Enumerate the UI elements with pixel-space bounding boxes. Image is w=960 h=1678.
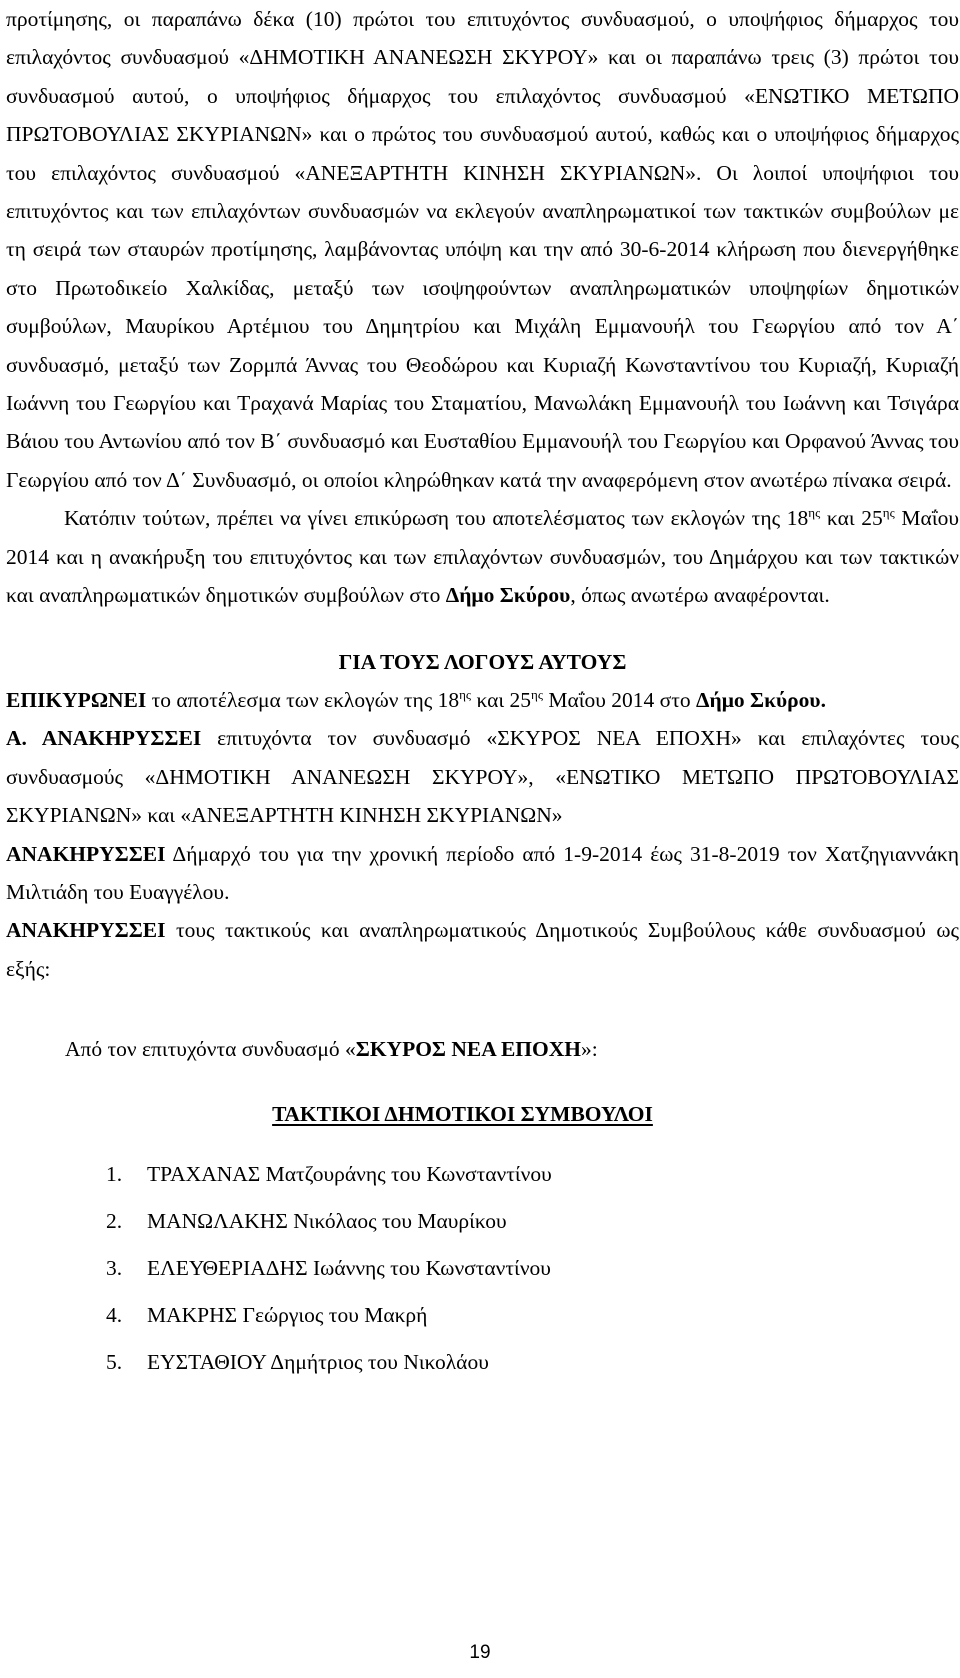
declare-mayor-statement: [6, 835, 959, 912]
list-item-name: ΕΛΕΥΘΕΡΙΑΔΗΣ Ιωάννης του Κωνσταντίνου: [147, 1255, 551, 1280]
list-item-number: 2.: [106, 1208, 123, 1233]
declare-combinations-statement: [6, 719, 959, 834]
combination-name: ΣΚΥΡΟΣ ΝΕΑ ΕΠΟΧΗ: [355, 1037, 581, 1062]
list-item-name: ΕΥΣΤΑΘΙΟΥ Δημήτριος του Νικολάου: [147, 1349, 489, 1374]
municipality-name: Δήμο Σκύρου.: [696, 687, 826, 712]
paragraph-text-segment: και 25: [820, 506, 883, 531]
paragraph-election-results: [6, 0, 959, 499]
list-item: [6, 1292, 959, 1339]
list-item: [6, 1339, 959, 1386]
list-item-name: ΤΡΑΧΑΝΑΣ Ματζουράνης του Κωνσταντίνου: [147, 1161, 552, 1186]
declare-keyword: ΑΝΑΚΗΡΥΣΣΕΙ: [6, 918, 166, 943]
ordinal-superscript: ης: [882, 505, 895, 521]
list-item-name: ΜΑΚΡΗΣ Γεώργιος του Μακρή: [147, 1302, 428, 1327]
ordinal-superscript: ης: [531, 686, 543, 702]
municipality-name: Δήμο Σκύρου: [445, 583, 571, 608]
paragraph-election-results-text: προτίμησης, οι παραπάνω δέκα (10) πρώτοι του επιτυχόντος συνδυασμού, ο υποψήφιος δήμαρχος του επιλαχόντος συνδυασμού «ΔΗΜΟΤΙΚΗ ΑΝΑΝΕΩΣΗ ΣΚΥΡΟΥ» και οι παραπάνω τρεις (3) πρώτοι του συνδυασμού αυτού, ο υποψήφιος δήμαρχος του επιλαχόντος συνδυασμού «ΕΝΩΤΙΚΟ ΜΕΤΩΠΟ ΠΡΩΤΟΒΟΥΛΙΑΣ ΣΚΥΡΙΑΝΩΝ» και ο πρώτος του συνδυασμού αυτού, καθώς και ο υποψήφιος δήμαρχος του επιλαχόντος συνδυασμού «ΑΝΕΞΑΡΤΗΤΗ ΚΙΝΗΣΗ ΣΚΥΡΙΑΝΩΝ». Οι λοιποί υποψήφιοι του επιτυχόντος και των επιλαχόντων συνδυασμών να εκλεγούν αναπληρωματικοί των τακτικών συμβούλων με τη σειρά των σταυρών προτίμησης, λαμβάνοντας υπόψη και την από 30-6-2014 κλήρωση που διενεργήθηκε στο Πρωτοδικείο Χαλκίδας, μεταξύ των ισοψηφούντων αναπληρωματικών υποψηφίων δημοτικών συμβούλων, Μαυρίκου Αρτέμιου του Δημητρίου και Μιχάλη Εμμανουήλ του Γεωργίου από τον Α΄ συνδυασμό, μεταξύ των Ζορμπά Άννας του Θεοδώρου και Κυριαζή Κωνσταντίνου του Κυριαζή, Κυριαζή Ιωάννη του Γεωργίου και Τραχανά Μαρίας του Σταματίου, Μανωλάκη Εμμανουήλ του Ιωάννη και Τσιγάρα Βάιου του Αντωνίου από τον Β΄ συνδυασμό και Ευσταθίου Εμμανουήλ του Γεωργίου και Ορφανού Άννας του Γεωργίου από τον Δ΄ Συνδυασμό, οι οποίοι κληρώθηκαν κατά την αναφερόμενη στον ανωτέρω πίνακα σειρά.: [6, 7, 959, 492]
ratify-keyword: ΕΠΙΚΥΡΩΝΕΙ: [6, 687, 147, 712]
ratify-statement: [6, 681, 959, 719]
declare-mayor-text: Δήμαρχό του για την χρονική περίοδο από 1-9-2014 έως 31-8-2019 τον Χατζηγιαννάκη Μιλτιάδη του Ευαγγέλου.: [6, 841, 959, 904]
combination-intro-text: »:: [580, 1037, 598, 1062]
ratify-text-segment: και 25: [471, 687, 532, 712]
paragraph-text-segment: Μαΐου 2014 και η ανακήρυξη του επιτυχόντος και των επιλαχόντων συνδυασμών, του Δημάρχου και των τακτικών και αναπληρωματικών δημοτικών συμβούλων στο: [6, 506, 959, 608]
page-number: 19: [469, 1642, 491, 1663]
list-item: [6, 1198, 959, 1245]
ordinal-superscript: ης: [808, 505, 821, 521]
list-item-number: 5.: [106, 1349, 123, 1374]
list-item-number: 4.: [106, 1302, 123, 1327]
declare-combinations-text: επιτυχόντα τον συνδυασμό «ΣΚΥΡΟΣ ΝΕΑ ΕΠΟΧΗ» και επιλαχόντες τους συνδυασμούς «ΔΗΜΟΤΙΚΗ ΑΝΑΝΕΩΣΗ ΣΚΥΡΟΥ», «ΕΝΩΤΙΚΟ ΜΕΤΩΠΟ ΠΡΩΤΟΒΟΥΛΙΑΣ ΣΚΥΡΙΑΝΩΝ» και «ΑΝΕΞΑΡΤΗΤΗ ΚΙΝΗΣΗ ΣΚΥΡΙΑΝΩΝ»: [6, 726, 959, 828]
paragraph-text-segment: , όπως ανωτέρω αναφέρονται.: [570, 583, 830, 608]
combination-intro-text: Από τον επιτυχόντα συνδυασμό «: [65, 1037, 356, 1062]
paragraph-text-segment: Κατόπιν τούτων, πρέπει να γίνει επικύρωση του αποτελέσματος των εκλογών της 18: [64, 506, 809, 531]
ordinal-superscript: ης: [459, 686, 472, 702]
document-body: [6, 0, 959, 1386]
members-list: [6, 1151, 959, 1386]
list-item: [6, 1245, 959, 1292]
members-list-title: ΤΑΚΤΙΚΟΙ ΔΗΜΟΤΙΚΟΙ ΣΥΜΒΟΥΛΟΙ: [272, 1101, 653, 1126]
list-item-name: ΜΑΝΩΛΑΚΗΣ Νικόλαος του Μαυρίκου: [147, 1208, 507, 1233]
declare-keyword: ΑΝΑΚΗΡΥΣΣΕΙ: [6, 841, 166, 866]
combination-intro: [6, 1030, 959, 1068]
list-item-number: 1.: [106, 1161, 123, 1186]
section-heading: ΓΙΑ ΤΟΥΣ ΛΟΓΟΥΣ ΑΥΤΟΥΣ: [338, 649, 627, 674]
list-item-number: 3.: [106, 1255, 123, 1280]
list-item: [6, 1151, 959, 1198]
paragraph-ratification-need: [6, 499, 959, 614]
declare-councillors-statement: [6, 911, 959, 988]
ratify-text-segment: το αποτέλεσμα των εκλογών της 18: [146, 687, 460, 712]
declare-keyword: Α. ΑΝΑΚΗΡΥΣΣΕΙ: [6, 726, 202, 751]
ratify-text-segment: Μαΐου 2014 στο: [542, 687, 697, 712]
declare-councillors-text: τους τακτικούς και αναπληρωματικούς Δημοτικούς Συμβούλους κάθε συνδυασμού ως εξής:: [6, 918, 959, 981]
